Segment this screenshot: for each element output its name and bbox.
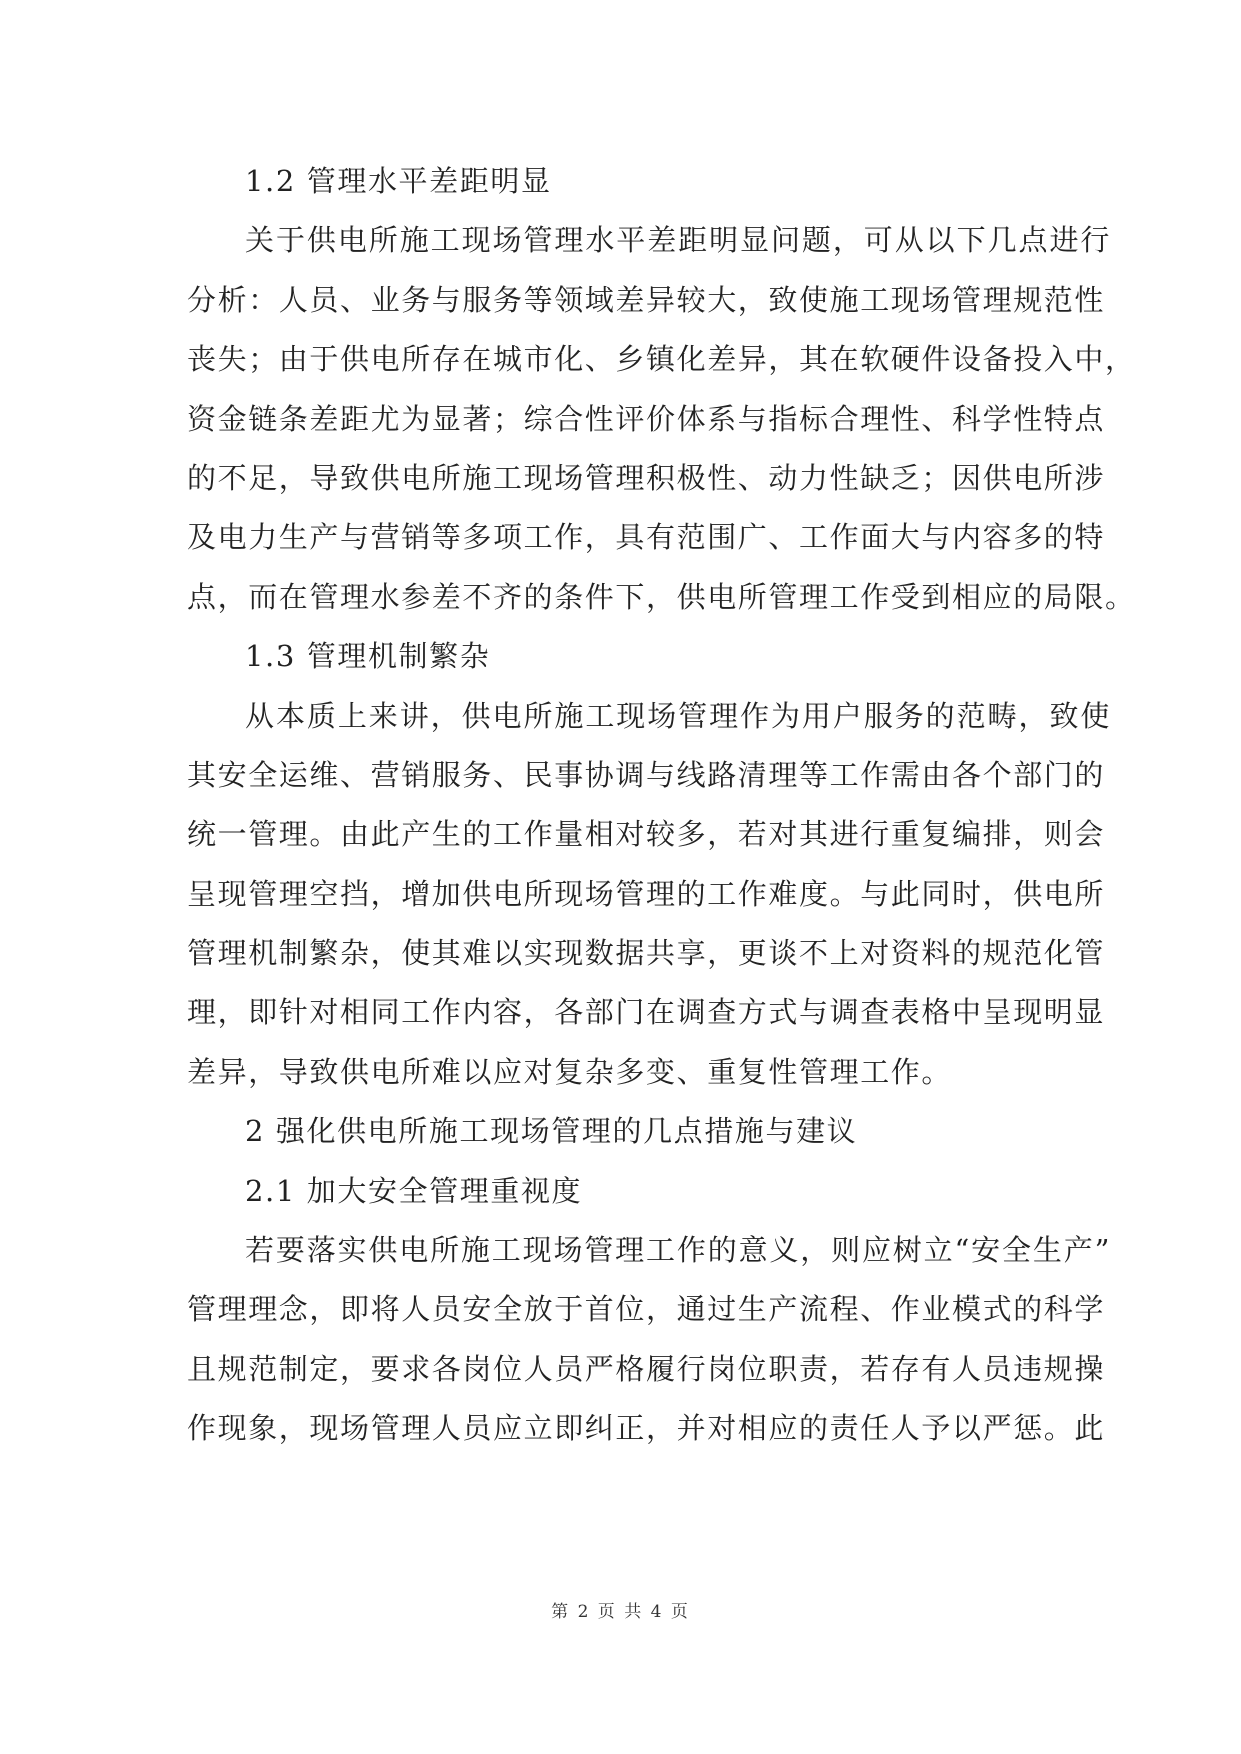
paragraph-line: 点，而在管理水参差不齐的条件下，供电所管理工作受到相应的局限。 <box>187 579 1136 614</box>
paragraph-line: 若要落实供电所施工现场管理工作的意义，则应树立“安全生产” <box>245 1233 1111 1268</box>
paragraph-line: 差异，导致供电所难以应对复杂多变、重复性管理工作。 <box>187 1054 953 1089</box>
paragraph-line: 丧失；由于供电所存在城市化、乡镇化差异，其在软硬件设备投入中， <box>187 342 1136 377</box>
paragraph-line: 关于供电所施工现场管理水平差距明显问题，可从以下几点进行 <box>245 223 1111 258</box>
paragraph-line: 从本质上来讲，供电所施工现场管理作为用户服务的范畴，致使 <box>245 698 1111 733</box>
paragraph-line: 及电力生产与营销等多项工作，具有范围广、工作面大与内容多的特 <box>187 520 1106 555</box>
paragraph-line: 分析：人员、业务与服务等领域差异较大，致使施工现场管理规范性 <box>187 282 1106 317</box>
paragraph-line: 其安全运维、营销服务、民事协调与线路清理等工作需由各个部门的 <box>187 757 1106 792</box>
document-body <box>187 152 1136 1459</box>
paragraph-line: 且规范制定，要求各岗位人员严格履行岗位职责，若存有人员违规操 <box>187 1351 1106 1386</box>
paragraph-line: 作现象，现场管理人员应立即纠正，并对相应的责任人予以严惩。此 <box>187 1411 1106 1446</box>
section-heading-2: 2 强化供电所施工现场管理的几点措施与建议 <box>245 1114 858 1149</box>
section-heading-2-1: 2.1 加大安全管理重视度 <box>245 1173 583 1208</box>
paragraph-line: 统一管理。由此产生的工作量相对较多，若对其进行重复编排，则会 <box>187 817 1106 852</box>
paragraph-line: 呈现管理空挡，增加供电所现场管理的工作难度。与此同时，供电所 <box>187 876 1106 911</box>
paragraph-line: 的不足，导致供电所施工现场管理积极性、动力性缺乏；因供电所涉 <box>187 460 1106 495</box>
paragraph-line: 管理机制繁杂，使其难以实现数据共享，更谈不上对资料的规范化管 <box>187 936 1106 971</box>
paragraph-line: 管理理念，即将人员安全放于首位，通过生产流程、作业模式的科学 <box>187 1292 1106 1327</box>
paragraph-line: 资金链条差距尤为显著；综合性评价体系与指标合理性、科学性特点 <box>187 401 1106 436</box>
section-heading-1-3: 1.3 管理机制繁杂 <box>245 639 491 674</box>
page-number-footer: 第 2 页 共 4 页 <box>551 1602 690 1622</box>
paragraph-line: 理，即针对相同工作内容，各部门在调查方式与调查表格中呈现明显 <box>187 995 1106 1030</box>
section-heading-1-2: 1.2 管理水平差距明显 <box>245 164 552 198</box>
